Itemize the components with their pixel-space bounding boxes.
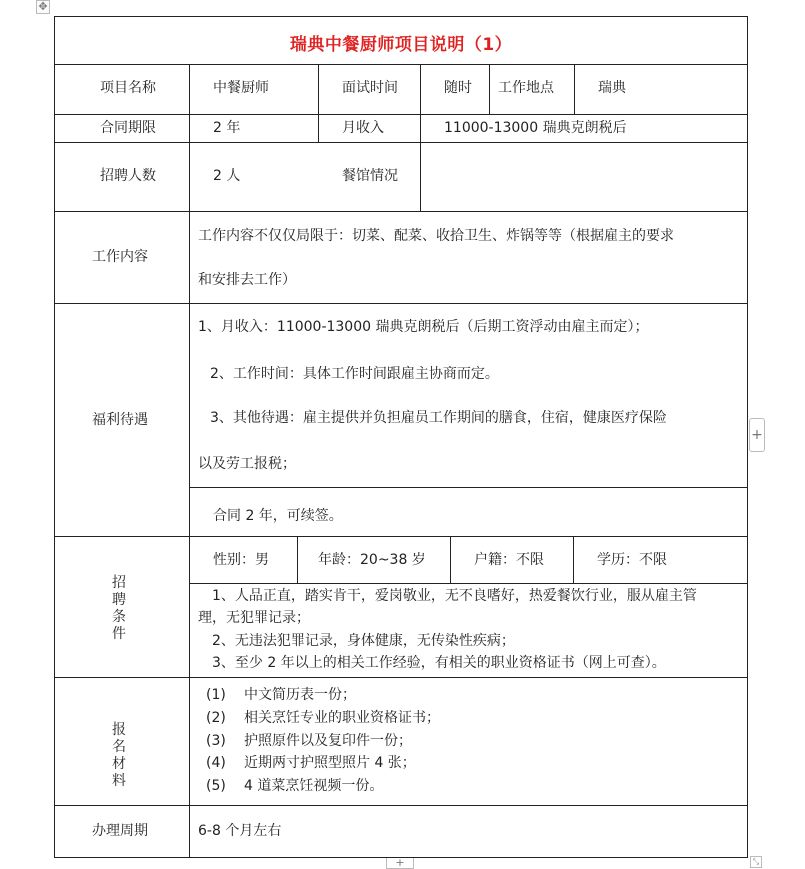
material-text: 护照原件以及复印件一份； [244,733,412,749]
label-recruitment-conditions: 招聘条件 [112,575,126,642]
add-row-plus-icon[interactable]: + [386,858,414,869]
material-text: 近期两寸护照型照片 4 张； [244,755,416,771]
benefits-line: 3、其他待遇：雇主提供并负担雇员工作期间的膳食，住宿，健康医疗保险 [210,410,667,426]
material-number: (1) [206,687,226,703]
row-divider [54,677,748,678]
column-divider [573,536,574,583]
column-divider [489,64,490,114]
label-benefits: 福利待遇 [92,412,148,428]
label-processing-period: 办理周期 [92,823,148,839]
row-divider [189,487,748,488]
column-divider [189,64,190,858]
row-divider [189,583,748,584]
value-project-name: 中餐厨师 [213,80,269,96]
condition-age: 年龄：20~38 岁 [318,552,426,568]
column-divider [450,536,451,583]
work-content-line: 工作内容不仅仅局限于：切菜、配菜、收拾卫生、炸锅等等（根据雇主的要求 [198,228,674,244]
material-number: (5) [206,778,226,794]
condition-education: 学历：不限 [597,552,667,568]
table-move-handle-icon[interactable]: ✥ [36,0,50,14]
material-text: 中文简历表一份； [244,687,356,703]
label-monthly-income: 月收入 [342,120,384,136]
column-divider [318,64,319,142]
document-title: 瑞典中餐厨师项目说明（1） [289,35,513,55]
column-divider [420,64,421,211]
requirement-line: 1、人品正直，踏实肯干，爱岗敬业，无不良嗜好，热爱餐饮行业，服从雇主管 [212,588,697,604]
value-monthly-income: 11000-13000 瑞典克朗税后 [444,120,627,136]
condition-gender: 性别：男 [213,552,269,568]
benefits-line: 2、工作时间：具体工作时间跟雇主协商而定。 [210,366,499,382]
requirement-line: 3、至少 2 年以上的相关工作经验，有相关的职业资格证书（网上可查）。 [212,655,666,671]
column-divider [574,64,575,114]
label-interview-time: 面试时间 [342,80,398,96]
value-processing-period: 6-8 个月左右 [198,823,282,839]
label-work-content: 工作内容 [92,249,148,265]
label-project-name: 项目名称 [100,80,156,96]
row-divider [54,64,748,65]
row-divider [54,142,748,143]
label-work-location: 工作地点 [498,80,554,96]
row-divider [54,805,748,806]
material-number: (4) [206,755,226,771]
row-divider [54,114,748,115]
benefits-line: 1、月收入：11000-13000 瑞典克朗税后（后期工资浮动由雇主而定）； [198,319,649,335]
row-divider [54,211,748,212]
material-number: (2) [206,710,226,726]
material-number: (3) [206,733,226,749]
requirement-line: 理，无犯罪记录； [198,610,310,626]
value-headcount: 2 人 [213,168,241,184]
label-headcount: 招聘人数 [100,168,156,184]
label-application-materials: 报名材料 [112,722,126,789]
label-restaurant-info: 餐馆情况 [342,168,398,184]
material-text: 4 道菜烹饪视频一份。 [244,778,384,794]
label-contract-term: 合同期限 [100,120,156,136]
value-work-location: 瑞典 [598,80,626,96]
table-resize-handle-icon[interactable]: ⤡ [750,856,762,868]
add-column-plus-icon[interactable]: + [749,418,765,452]
column-divider [297,536,298,583]
material-text: 相关烹饪专业的职业资格证书； [244,710,440,726]
benefits-contract: 合同 2 年，可续签。 [213,508,343,524]
value-contract-term: 2 年 [213,120,241,136]
condition-hukou: 户籍：不限 [474,552,544,568]
row-divider [54,303,748,304]
requirement-line: 2、无违法犯罪记录，身体健康，无传染性疾病； [212,633,515,649]
value-interview-time: 随时 [444,80,472,96]
work-content-line: 和安排去工作） [198,272,296,288]
row-divider [54,536,748,537]
benefits-line: 以及劳工报税； [198,456,296,472]
